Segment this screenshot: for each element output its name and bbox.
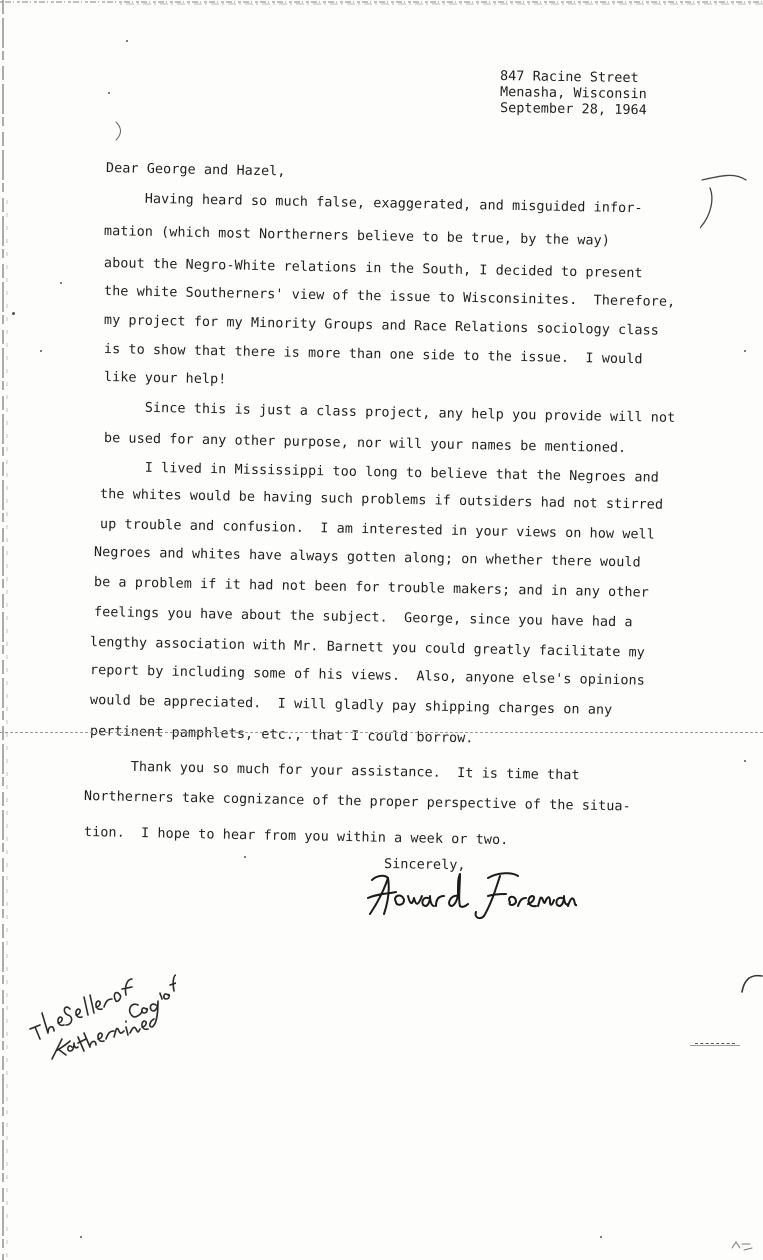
body-line: be a problem if it had not been for trouble makers; and in any other xyxy=(93,575,650,601)
salutation: Dear George and Hazel, xyxy=(105,161,286,180)
body-line: my project for my Minority Groups and Race Relations sociology class xyxy=(103,313,660,339)
scan-fold-line xyxy=(0,732,763,733)
body-line: up trouble and confusion. I am interested in your views on how well xyxy=(99,517,656,543)
scan-speck xyxy=(126,40,128,42)
body-line: I lived in Mississippi too long to believe that the Negroes and xyxy=(103,460,660,486)
body-line: pertinent pamphlets, etc., that I could borrow. xyxy=(89,724,474,747)
body-line: is to show that there is more than one side to the issue. I would xyxy=(103,342,643,368)
scan-speck xyxy=(600,1236,602,1238)
body-line: would be appreciated. I will gladly pay shipping charges on any xyxy=(89,693,613,719)
handwritten-margin-note xyxy=(26,955,176,1075)
body-line: report by including some of his views. Also, anyone else's opinions xyxy=(89,663,646,689)
body-line: Thank you so much for your assistance. It is time that xyxy=(89,759,580,784)
scan-speck xyxy=(244,856,246,858)
body-line: Northerners take cognizance of the proper perspective of the situa- xyxy=(83,789,631,815)
scan-speck xyxy=(40,350,42,352)
body-line: be used for any other purpose, nor will your names be mentioned. xyxy=(103,431,627,457)
margin-bracket-mark xyxy=(700,170,752,240)
handwritten-signature xyxy=(362,862,577,924)
closing: Sincerely, xyxy=(383,857,466,874)
body-line: Having heard so much false, exaggerated, and misguided infor- xyxy=(103,191,643,217)
body-line: Since this is just a class project, any help you provide will not xyxy=(103,400,676,426)
body-line: the white Southerners' view of the issue to Wisconsinites. Therefore, xyxy=(103,284,676,310)
body-line: lengthy association with Mr. Barnett you could greatly facilitate my xyxy=(89,635,646,661)
body-line: about the Negro-White relations in the South, I decided to present xyxy=(103,256,643,282)
scan-speck xyxy=(744,350,746,352)
scan-speck xyxy=(80,1236,82,1238)
return-address-street: 847 Racine Street xyxy=(499,69,639,87)
margin-tick-mark xyxy=(112,120,126,142)
scan-top-edge xyxy=(0,0,763,8)
body-line: tion. I hope to hear from you within a week or two. xyxy=(83,825,509,849)
scan-speck xyxy=(744,760,746,762)
scan-fold-line xyxy=(690,1045,740,1046)
margin-curl-mark xyxy=(740,970,763,994)
return-address-city: Menasha, Wisconsin xyxy=(499,85,648,103)
scan-left-edge xyxy=(0,0,12,1260)
scan-speck xyxy=(108,92,110,94)
letter-date: September 28, 1964 xyxy=(499,101,648,119)
body-line: like your help! xyxy=(103,370,227,388)
margin-corner-mark xyxy=(730,1238,754,1254)
body-line: Negroes and whites have always gotten along; on whether there would xyxy=(93,545,641,571)
body-line: mation (which most Northerners believe to be true, by the way) xyxy=(103,224,611,249)
scan-fold-line xyxy=(695,1043,735,1044)
body-line: the whites would be having such problems if outsiders had not stirred xyxy=(99,487,664,513)
scan-speck xyxy=(60,282,62,284)
body-line: feelings you have about the subject. George, since you have had a xyxy=(93,605,633,631)
scan-speck xyxy=(12,312,15,315)
